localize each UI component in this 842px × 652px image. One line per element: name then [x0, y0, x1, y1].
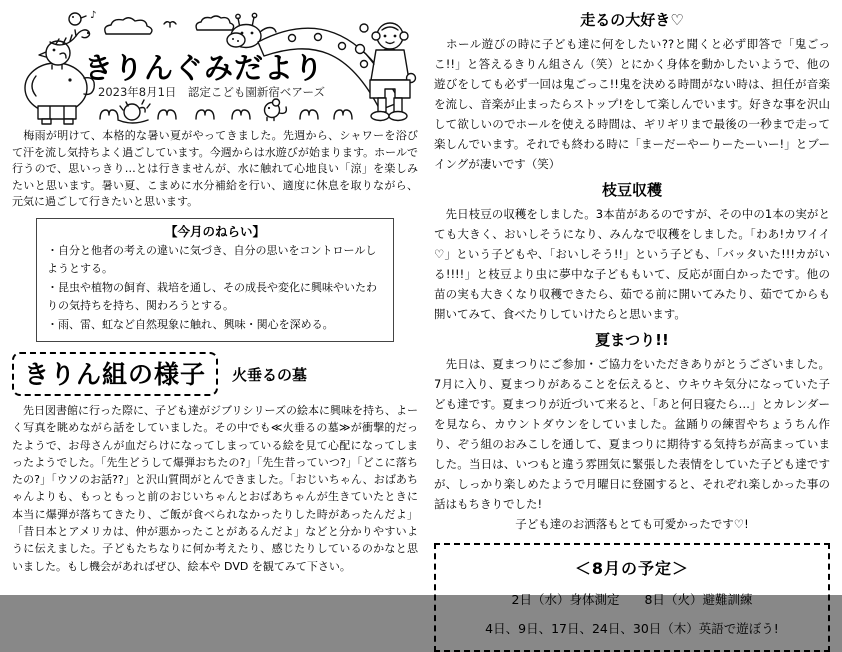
mouse-icon	[265, 99, 287, 121]
right-column	[434, 4, 830, 652]
class-section-body: 先日図書館に行った際に、子ども達がジブリシリーズの絵本に興味を持ち、よーく写真を眺めながら話をしていました。その中でも≪火垂るの墓≫が衝撃的だったようで、お母さんが血だらけになってしまっている絵を見て心配になってしまったようでした。「先生どうして爆弾おちたの?」「先生昔っていつ?」「どこに落ちたの?」「ウソのお話??」と沢山質問がとんできました。「おじいちゃん、おばあちゃんよりも、もっともっと前のおじいちゃんとおばあちゃんが生きていたときに本当に爆弾が落ちてきたり、ご飯が食べられなかったりした時があったんだよ」「昔日本とアメリカは、仲が悪かったことがあるんだよ」などと分かりやすいように伝えました。子どもたちなりに何か考えたり、感じたりしているのかなと思いました。もし機会があればぜひ、絵本や DVD を観てみて下さい。	[12, 404, 419, 573]
class-section-subtitle: 火垂るの墓	[232, 365, 308, 384]
newsletter-header	[12, 6, 418, 124]
section-body-edamame: 先日枝豆の収穫をしました。3本苗があるのですが、その中の1本の実がとても大きく、おいしそうになり、みんなで収穫をしました。「わあ!カワイイ♡」という子どもや、「おいしそう!!」という子ども、「バッタいた!!!カがいる!!!!」と枝豆より虫に夢中な子どももいて、反応が面白かったです。他の苗の実も大きくなり収穫できたら、茹でる前に開いてみたり、茹でてからも開いてみて、食べたりしていけたらと思います。	[434, 207, 830, 321]
section-body-festival: 先日は、夏まつりにご参加・ご協力をいただきありがとうございました。7月に入り、夏まつりがあることを伝えると、ウキウキ気分になっていた子ども達です。夏まつりが近づいて来ると、「あと何日寝たら…」とカレンダーを見なら、カウントダウンをしていました。盆踊りの練習やちょうちん作り、ぞう組のおみこしを通して、夏まつりに期待する気持ちが高まっていました。当日は、いつもと違う雰囲気に緊張した表情をしていた子ども達ですが、しっかり楽しめたようで月曜日に登園すると、それぞれ楽しかった事の話はもちきりでした!	[434, 357, 830, 511]
section-title-edamame: 枝豆収穫	[601, 181, 662, 199]
bird-icon	[164, 22, 176, 27]
chick-icon	[69, 10, 96, 25]
section-body-running: ホール遊びの時に子ども達に何をしたい??と聞くと必ず即答で「鬼ごっこ!!」と答えるきりん組さん（笑）とにかく身体を動かしたいようで、他の遊びをしても必ず一回は鬼ごっこ!!鬼を決める時間がない時は、担任が音楽を流し、音楽が止まったらストップ!をして楽しんでいます。好きな事を沢山して欲しいのでホールを使える時間は、ギリギリまで最後の一秒まで走って楽しんでいます。それでも終わる時に「まーだーやーりーたーいー!」とブーイングが凄いです（笑）	[434, 37, 830, 171]
monthly-goals-box	[36, 218, 394, 343]
left-column	[12, 6, 418, 575]
schedule-line: 4日、9日、17日、24日、30日（木）英語で遊ぼう!	[485, 621, 779, 636]
cloud-icon	[105, 18, 152, 34]
intro-paragraph: 梅雨が明けて、本格的な暑い夏がやってきました。先週から、シャワーを浴びて汗を流し気持ちよく過ごしています。今週からは水遊びが始まります。ホールで行うので、思いっきり…とは行きませんが、水に触れて心地良い「涼」を楽しみたいと思います。暑い夏、こまめに水分補給を行い、適度に休息を取りながら、元気に過ごして行きたいと思います。	[12, 129, 418, 208]
goal-item: ・自分と他者の考えの違いに気づき、自分の思いをコントロールしようとする。	[47, 243, 377, 275]
cloud-icon	[196, 16, 234, 30]
newsletter-title: きりんぐみだより	[84, 51, 325, 85]
class-section-header	[12, 352, 418, 396]
water-splash-icon	[118, 100, 150, 123]
schedule-line: 2日（水）身体測定 8日（火）避難訓練	[511, 592, 753, 607]
section-title-running: 走るの大好き♡	[580, 11, 684, 29]
monthly-goals-title: 【今月のねらい】	[164, 223, 265, 239]
section-title-festival: 夏まつり!!	[595, 331, 669, 349]
music-note-icon: ♪	[90, 10, 97, 21]
festival-closing-line: 子ども達のお洒落もとても可愛かったです♡!	[515, 517, 749, 531]
date-line: 2023年8月1日 認定こども園新宿ベアーズ	[98, 85, 325, 99]
august-schedule-box	[434, 543, 830, 652]
schedule-title: ＜8月の予定＞	[574, 559, 690, 578]
goal-item: ・昆虫や植物の飼育、栽培を通し、その成長や変化に興味やいたわりの気持ちを持ち、関わろうとする。	[47, 280, 377, 312]
goal-item: ・雨、雷、虹など自然現象に触れ、興味・関心を深める。	[47, 317, 334, 331]
class-section-title: きりん組の様子	[12, 352, 218, 396]
